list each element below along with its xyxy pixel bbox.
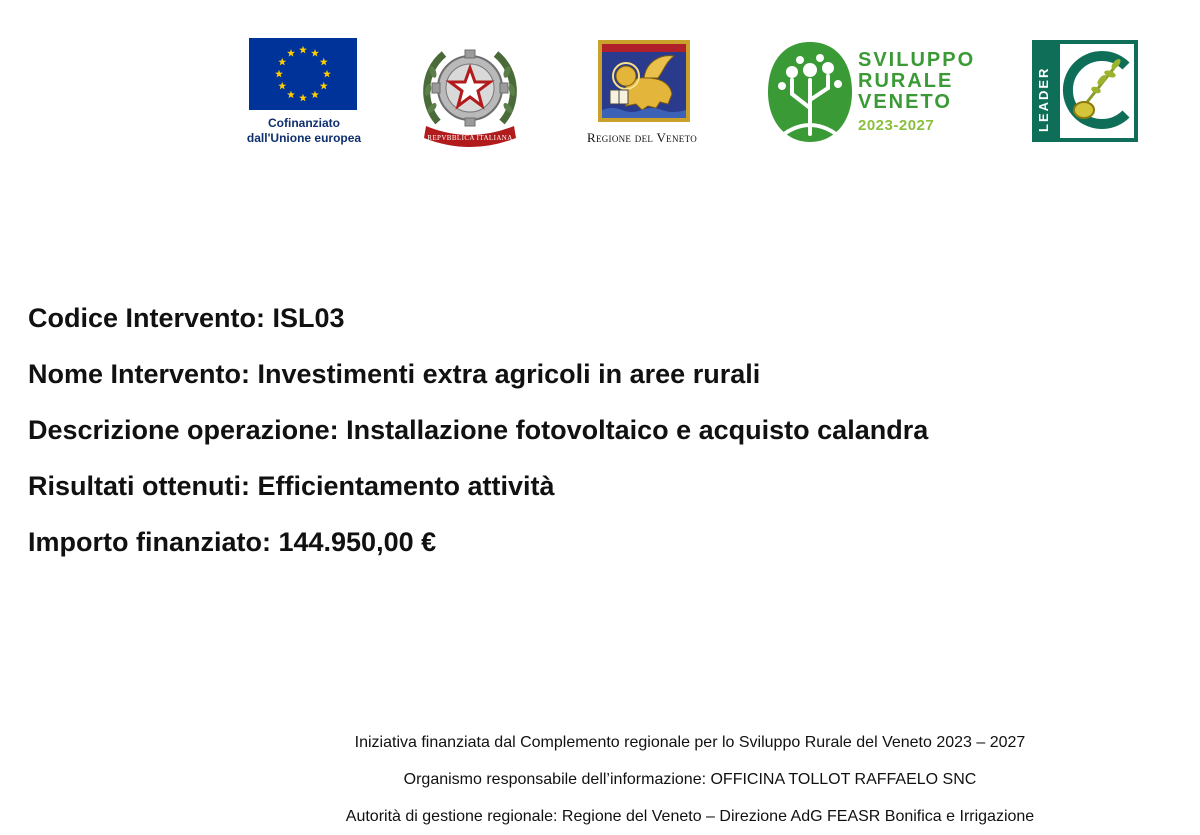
footer-autorita: Autorità di gestione regionale: Regione del Veneto – Direzione AdG FEASR Bonifica e Irrigazione xyxy=(345,808,1035,825)
logo-bar xyxy=(0,0,1200,160)
project-details xyxy=(28,290,928,570)
footer-iniziativa: Iniziativa finanziata dal Complemento regionale per lo Sviluppo Rurale del Veneto 2023 – 2027 xyxy=(354,734,1026,751)
sviluppo-rurale-veneto-logo xyxy=(766,38,980,148)
eu-caption-line1: Cofinanziato xyxy=(268,116,340,130)
importo-finanziato: Importo finanziato: 144.950,00 € xyxy=(28,527,437,557)
footer xyxy=(280,724,1100,835)
codice-intervento: Codice Intervento: ISL03 xyxy=(28,303,345,333)
eu-flag-icon xyxy=(249,38,357,110)
eu-caption-line2: dall'Unione europea xyxy=(246,131,362,145)
sviluppo-line2: RURALE xyxy=(858,70,954,92)
leader-logo-icon xyxy=(1032,40,1138,142)
repubblica-italiana-emblem-icon xyxy=(418,38,522,148)
lion-of-saint-mark-icon xyxy=(596,38,692,124)
sviluppo-line3: VENETO xyxy=(858,91,952,113)
footer-organismo: Organismo responsabile dell’informazione: OFFICINA TOLLOT RAFFAELO SNC xyxy=(403,771,977,788)
descrizione-operazione: Descrizione operazione: Installazione fotovoltaico e acquisto calandra xyxy=(28,415,929,445)
leader-text: LEADER xyxy=(1036,66,1051,132)
tree-leaf-icon xyxy=(766,38,854,146)
sviluppo-years: 2023-2027 xyxy=(858,117,935,134)
eu-cofinancing-logo xyxy=(240,38,368,150)
regione-veneto-logo xyxy=(566,38,718,150)
nome-intervento: Nome Intervento: Investimenti extra agricoli in aree rurali xyxy=(28,359,761,389)
risultati-ottenuti: Risultati ottenuti: Efficientamento attività xyxy=(28,471,555,501)
sviluppo-line1: SVILUPPO xyxy=(858,49,976,71)
sviluppo-rurale-wordmark xyxy=(858,50,978,136)
regione-veneto-caption: Regione del Veneto xyxy=(586,130,698,145)
repubblica-ribbon-text: REPVBBLICA ITALIANA xyxy=(427,134,513,142)
eu-caption xyxy=(240,116,368,146)
